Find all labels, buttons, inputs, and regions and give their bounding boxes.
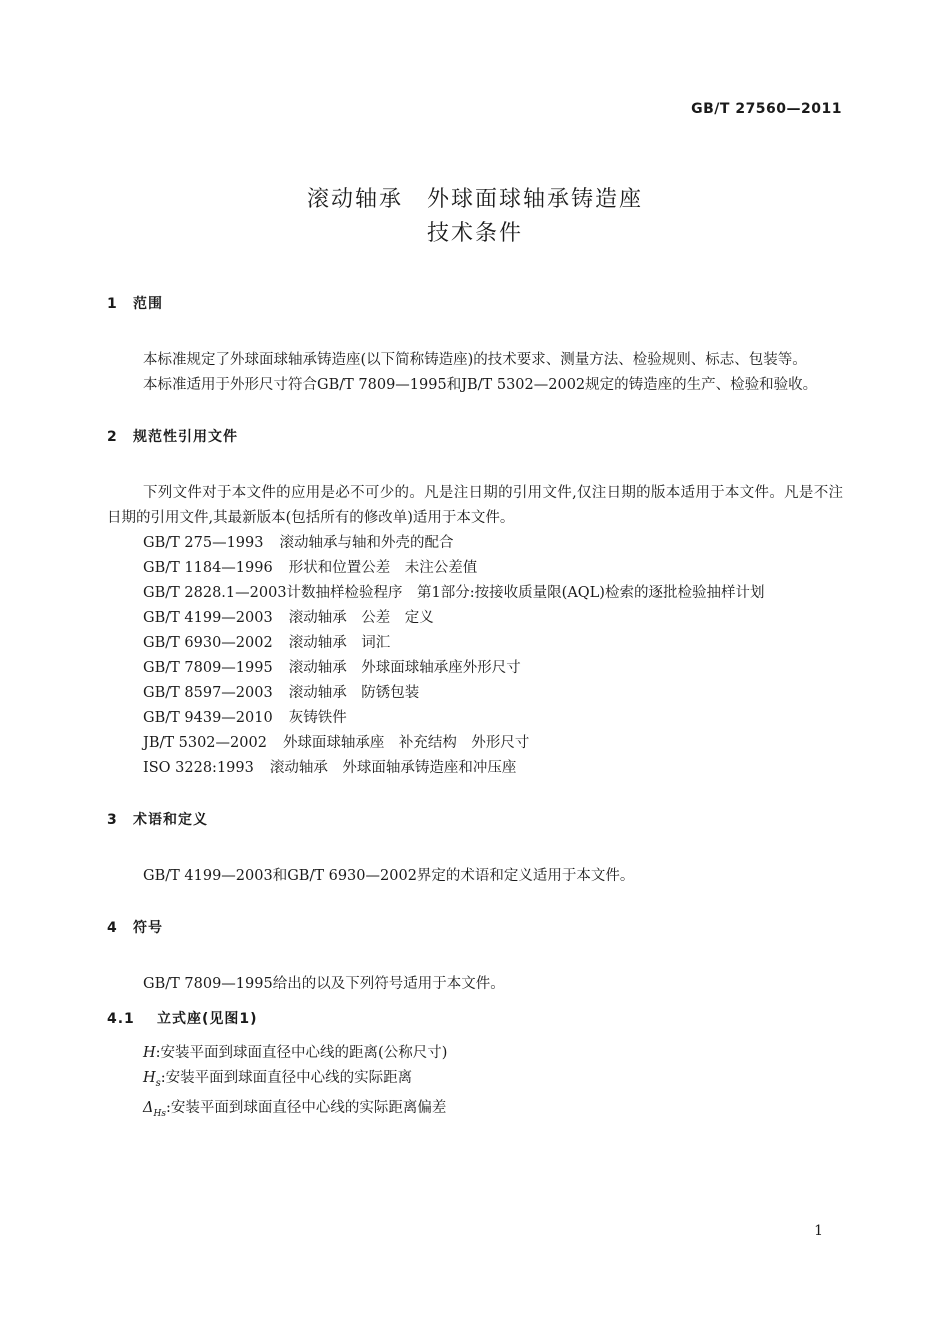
section-title: 符号 [133,920,163,936]
symbol-definition [107,1066,843,1096]
reference-code: GB/T 1184—1996 [143,560,273,576]
reference-title: 外球面球轴承座 补充结构 外形尺寸 [282,735,530,751]
reference-code: GB/T 8597—2003 [143,685,273,701]
paragraph: GB/T 7809—1995给出的以及下列符号适用于本文件。 [143,976,505,992]
section-number: 1 [107,296,118,312]
symbol-description: :安装平面到球面直径中心线的距离(公称尺寸) [155,1045,448,1061]
reference-item [107,631,843,656]
section-number: 3 [107,812,118,828]
symbol-definition [107,1041,843,1066]
section-title: 范围 [133,296,163,312]
symbol-definition [107,1096,843,1127]
reference-item [107,606,843,631]
reference-item [107,756,843,781]
section-4-heading [107,916,843,940]
subsection-4-1-heading [107,1007,843,1031]
page-number: 1 [814,1223,823,1239]
symbol-description: :安装平面到球面直径中心线的实际距离偏差 [165,1099,447,1116]
reference-code: GB/T 7809—1995 [143,660,273,676]
section-title: 术语和定义 [133,812,208,828]
symbol-description: :安装平面到球面直径中心线的实际距离 [160,1070,413,1086]
reference-title: 滚动轴承 外球面球轴承座外形尺寸 [288,660,521,676]
reference-item [107,706,843,731]
reference-code: GB/T 275—1993 [143,535,264,551]
subsection-number: 4.1 [107,1011,135,1027]
paragraph: GB/T 4199—2003和GB/T 6930—2002界定的术语和定义适用于本文件。 [143,868,635,884]
reference-title: 灰铸铁件 [288,710,347,726]
document-title-line1: 滚动轴承 外球面球轴承铸造座 [306,187,643,212]
document-body [107,292,843,1127]
reference-title: 滚动轴承 外球面轴承铸造座和冲压座 [269,760,517,776]
reference-item [107,556,843,581]
symbol-subscript: s [155,1077,161,1089]
section-1-heading [107,292,843,316]
subsection-title: 立式座(见图1) [157,1011,258,1027]
paragraph: 本标准规定了外球面球轴承铸造座(以下简称铸造座)的技术要求、测量方法、检验规则、标志、包装等。 [143,352,807,368]
reference-code: GB/T 2828.1—2003 [143,585,287,601]
reference-code: JB/T 5302—2002 [143,735,267,751]
section-number: 2 [107,429,118,445]
section-2-heading [107,425,843,449]
reference-title: 滚动轴承 公差 定义 [288,610,434,626]
reference-item [107,656,843,681]
reference-item [107,731,843,756]
section-title: 规范性引用文件 [133,429,238,445]
reference-code: GB/T 4199—2003 [143,610,273,626]
reference-title: 计数抽样检验程序 第1部分:按接收质量限(AQL)检索的逐批检验抽样计划 [286,585,765,601]
reference-item [107,681,843,706]
symbol: H [143,1070,156,1086]
reference-code: ISO 3228:1993 [143,760,254,776]
reference-code: GB/T 9439—2010 [143,710,273,726]
reference-item [107,531,843,556]
reference-title: 滚动轴承 词汇 [288,635,391,651]
paragraph: 本标准适用于外形尺寸符合GB/T 7809—1995和JB/T 5302—2002规定的铸造座的生产、检验和验收。 [143,377,818,393]
reference-item [107,581,843,606]
reference-code: GB/T 6930—2002 [143,635,273,651]
standard-code: GB/T 27560—2011 [691,101,842,117]
reference-title: 滚动轴承 防锈包装 [288,685,420,701]
reference-title: 形状和位置公差 未注公差值 [288,560,478,576]
document-title-line2: 技术条件 [426,221,523,246]
symbol: Δ [143,1099,154,1116]
reference-title: 滚动轴承与轴和外壳的配合 [279,535,454,551]
paragraph: 下列文件对于本文件的应用是必不可少的。凡是注日期的引用文件,仅注日期的版本适用于本文件。凡是不注日期的引用文件,其最新版本(包括所有的修改单)适用于本文件。 [107,485,843,526]
section-3-heading [107,808,843,832]
section-number: 4 [107,920,118,936]
symbol-subscript: Hs [153,1108,166,1119]
symbol: H [143,1045,156,1061]
